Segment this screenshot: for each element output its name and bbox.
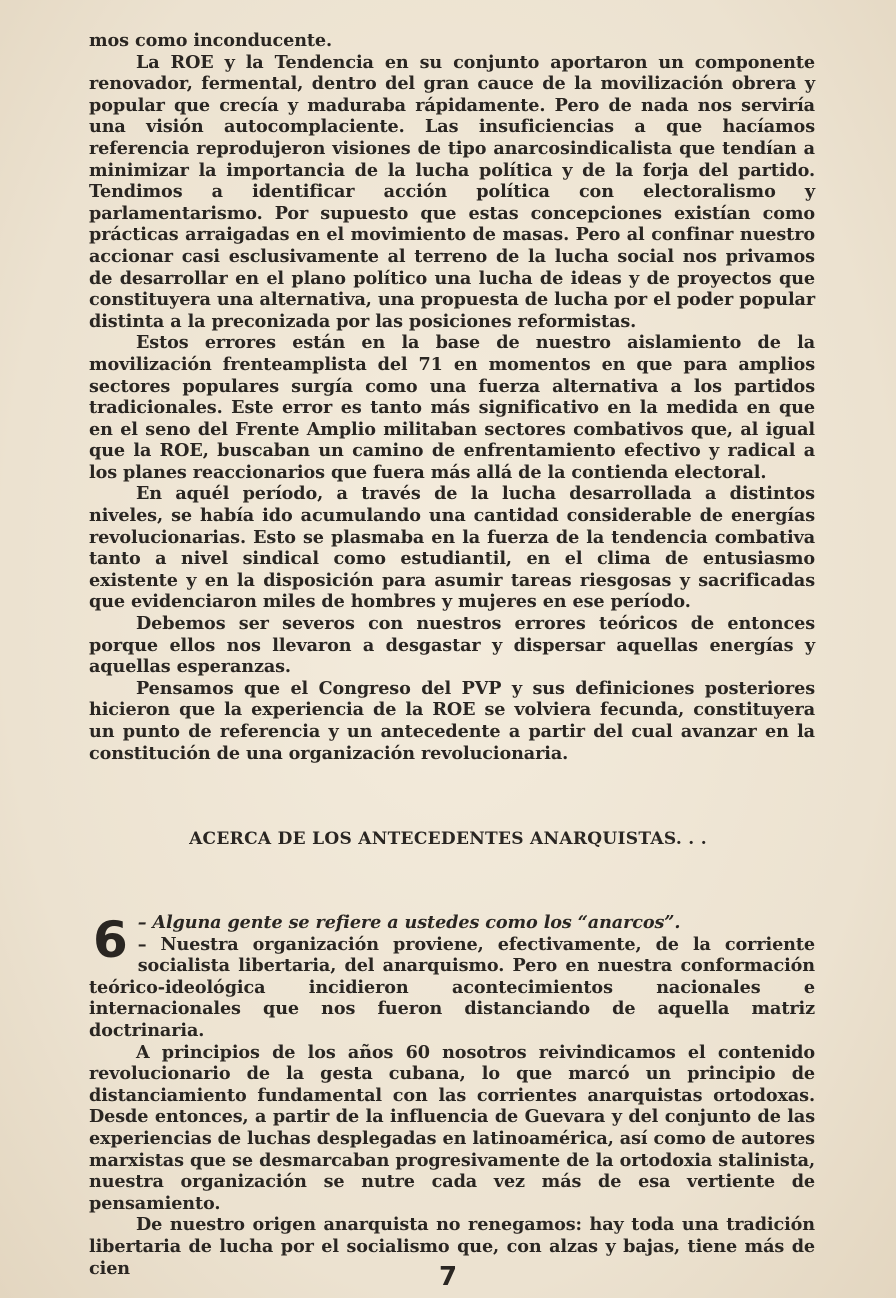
paragraph: Debemos ser severos con nuestros errores teóricos de entonces porque ellos nos llevaron a desgastar y dispersar aquellas energías y aquellas esperanzas. bbox=[89, 613, 815, 678]
answer-paragraph: – Nuestra organización proviene, efectivamente, de la corriente socialista libertaria, del anarquismo. Pero en nuestra conformación teórico-ideológica incidieron acontecimientos nacionales e internacionales que nos fueron distanciando de aquella matriz doctrinaria. bbox=[89, 933, 815, 1041]
answer-paragraph: A principios de los años 60 nosotros reivindicamos el contenido revolucionario de la gesta cubana, lo que marcó un principio de distanciamiento fundamental con las corrientes anarquistas ortodoxas. Desde entonces, a partir de la influencia de Guevara y del conjunto de las experiencias de luchas desplegadas en latinoamérica, así como de autores marxistas que se desmarcaban progresivamente de la ortodoxia stalinista, nuestra organización se nutre cada vez más de esa vertiente de pensamiento. bbox=[89, 1041, 815, 1214]
page-number: 7 bbox=[438, 1262, 458, 1292]
paragraph: Pensamos que el Congreso del PVP y sus definiciones posteriores hicieron que la experiencia de la ROE se volviera fecunda, constituyera un punto de referencia y un antecedente a partir del cual avanzar en la constitución de una organización revolucionaria. bbox=[89, 677, 815, 764]
question-text: – Alguna gente se refiere a ustedes como los “anarcos”. bbox=[137, 912, 681, 933]
question-number: 6 bbox=[93, 911, 128, 969]
paragraph: mos como inconducente. bbox=[89, 30, 333, 51]
answer-paragraph: De nuestro origen anarquista no renegamos: hay toda una tradición libertaria de lucha por el socialismo que, con alzas y bajas, tiene más de cien bbox=[89, 1214, 815, 1279]
section-heading: ACERCA DE LOS ANTECEDENTES ANARQUISTAS. . . bbox=[189, 829, 707, 849]
paragraph: La ROE y la Tendencia en su conjunto aportaron un componente renovador, fermental, dentro del gran cauce de la movilización obrera y popular que crecía y maduraba rápidamente. Pero de nada nos serviría una visión autocomplaciente. Las insuficiencias a que hacíamos referencia reprodujeron visiones de tipo anarcosindicalista que tendían a minimizar la importancia de la lucha política y de la forja del partido. Tendimos a identificar acción política con electoralismo y parlamentarismo. Por supuesto que estas concepciones existían como prácticas arraigadas en el movimiento de masas. Pero al confinar nuestro accionar casi esclusivamente al terreno de la lucha social nos privamos de desarrollar en el plano político una lucha de ideas y de proyectos que constituyera una alternativa, una propuesta de lucha por el poder popular distinta a la preconizada por las posiciones reformistas. bbox=[89, 51, 815, 332]
body-text-top bbox=[89, 30, 815, 764]
qa-block bbox=[89, 912, 815, 1279]
paragraph: Estos errores están en la base de nuestro aislamiento de la movilización frenteamplista del 71 en momentos en que para amplios sectores populares surgía como una fuerza alternativa a los partidos tradicionales. Este error es tanto más significativo en la medida en que en el seno del Frente Amplio militaban sectores combativos que, al igual que la ROE, buscaban un camino de enfrentamiento efectivo y radical a los planes reaccionarios que fuera más allá de la contienda electoral. bbox=[89, 332, 815, 483]
paragraph: En aquél período, a través de la lucha desarrollada a distintos niveles, se había ido acumulando una cantidad considerable de energías revolucionarias. Esto se plasmaba en la fuerza de la tendencia combativa tanto a nivel sindical como estudiantil, en el clima de entusiasmo existente y en la disposición para asumir tareas riesgosas y sacrificadas que evidenciaron miles de hombres y mujeres en ese período. bbox=[89, 483, 815, 613]
